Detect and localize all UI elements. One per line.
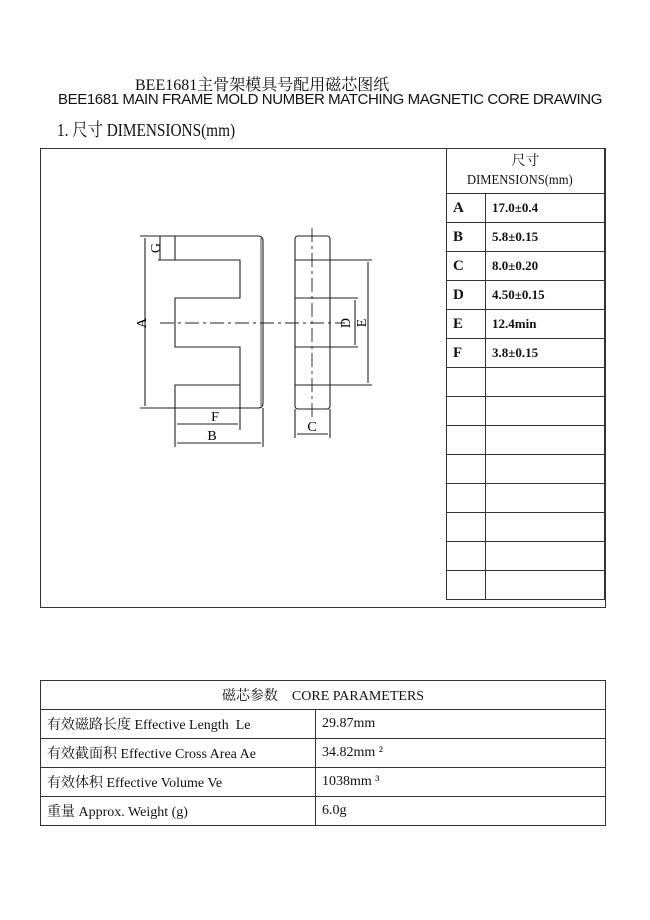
- empty-row: [447, 513, 605, 542]
- param-value: 29.87mm: [316, 710, 606, 739]
- parameters-header: 磁芯参数 CORE PARAMETERS: [41, 681, 606, 710]
- empty-row: [447, 426, 605, 455]
- dim-key: C: [447, 252, 486, 281]
- dim-value: 12.4min: [486, 310, 605, 339]
- label-e: E: [355, 318, 370, 328]
- table-row: [41, 739, 606, 768]
- table-row: [447, 281, 605, 310]
- dimensions-table: [446, 148, 605, 600]
- section-heading: 1. 尺寸 DIMENSIONS(mm): [57, 120, 236, 140]
- dim-key: D: [447, 281, 486, 310]
- core-parameters-table: [40, 680, 606, 826]
- param-label: 重量 Approx. Weight (g): [41, 797, 316, 826]
- param-value: 34.82mm ²: [316, 739, 606, 768]
- param-label: 有效截面积 Effective Cross Area Ae: [41, 739, 316, 768]
- label-c: C: [307, 420, 317, 435]
- dimensions-header: [447, 149, 605, 194]
- empty-row: [447, 571, 605, 600]
- param-label: 有效磁路长度 Effective Length Le: [41, 710, 316, 739]
- empty-row: [447, 542, 605, 571]
- dim-key: B: [447, 223, 486, 252]
- empty-row: [447, 397, 605, 426]
- dim-key: E: [447, 310, 486, 339]
- header-cn: 尺寸: [511, 154, 540, 169]
- table-row: [447, 339, 605, 368]
- side-view-outline: [295, 236, 330, 409]
- param-value: 1038mm ³: [316, 768, 606, 797]
- param-label: 有效体积 Effective Volume Ve: [41, 768, 316, 797]
- table-row: [447, 252, 605, 281]
- table-row: [447, 194, 605, 223]
- label-g: G: [149, 242, 164, 254]
- table-row: [447, 223, 605, 252]
- empty-row: [447, 455, 605, 484]
- table-row: [41, 710, 606, 739]
- param-value: 6.0g: [316, 797, 606, 826]
- dim-value: 4.50±0.15: [486, 281, 605, 310]
- dim-value: 8.0±0.20: [486, 252, 605, 281]
- table-row: [41, 797, 606, 826]
- title-chinese: BEE1681主骨架模具号配用磁芯图纸: [135, 77, 390, 94]
- table-row: [447, 310, 605, 339]
- e-core-outline: [175, 236, 263, 408]
- title-english: BEE1681 MAIN FRAME MOLD NUMBER MATCHING MAGNETIC CORE DRAWING: [58, 91, 602, 108]
- dim-value: 17.0±0.4: [486, 194, 605, 223]
- header-en: DIMENSIONS(mm): [466, 173, 573, 188]
- label-a: A: [135, 317, 150, 329]
- label-b: B: [207, 429, 217, 444]
- dim-key: F: [447, 339, 486, 368]
- dim-value: 3.8±0.15: [486, 339, 605, 368]
- label-d: D: [339, 317, 354, 329]
- table-row: [41, 768, 606, 797]
- dim-key: A: [447, 194, 486, 223]
- label-f: F: [211, 410, 219, 425]
- dim-value: 5.8±0.15: [486, 223, 605, 252]
- empty-row: [447, 368, 605, 397]
- empty-row: [447, 484, 605, 513]
